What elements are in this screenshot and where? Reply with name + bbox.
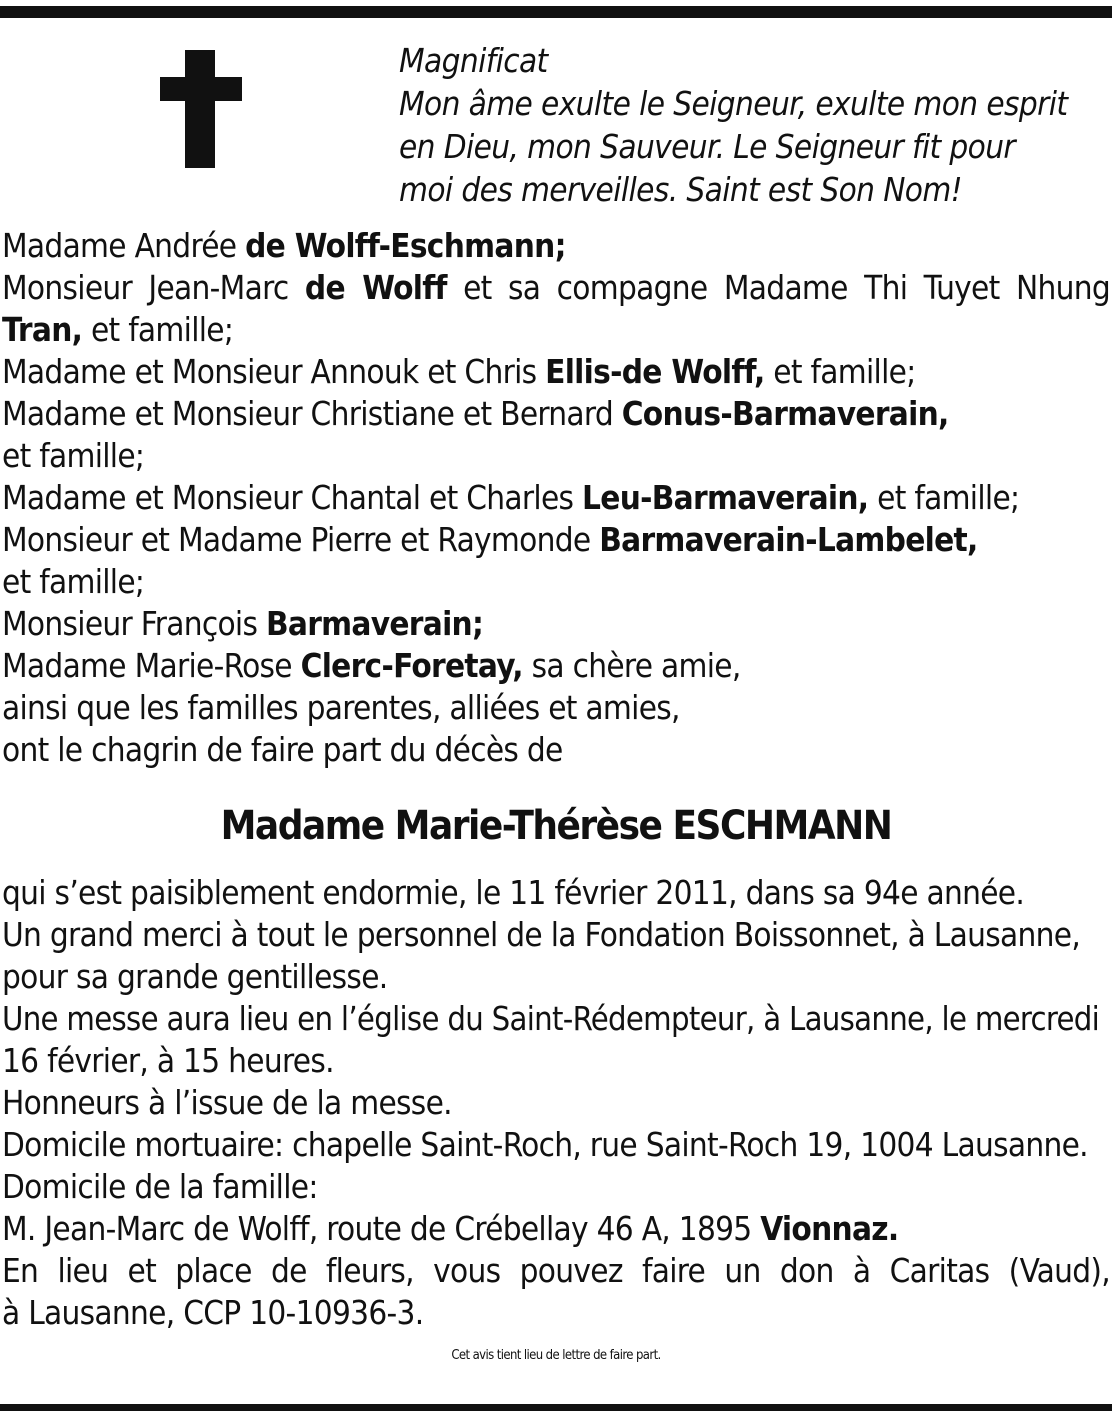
quote-line: Magnificat (399, 41, 548, 80)
family-line: et famille; (2, 562, 145, 601)
body-line: M. Jean-Marc de Wolff, route de Crébellay 46 A, 1895 Vionnaz. (2, 1209, 899, 1248)
top-rule (0, 6, 1112, 18)
cross-icon (160, 50, 242, 168)
body-line: En lieu et place de fleurs, vous pouvez faire un don à Caritas (Vaud), (2, 1251, 1110, 1290)
family-line: Madame et Monsieur Chantal et Charles Leu-Barmaverain, et famille; (2, 478, 1020, 517)
family-line: ont le chagrin de faire part du décès de (2, 730, 563, 769)
family-line: Monsieur et Madame Pierre et Raymonde Barmaverain-Lambelet, (2, 520, 978, 559)
body-line: à Lausanne, CCP 10-10936-3. (2, 1293, 424, 1332)
body-line: Un grand merci à tout le personnel de la Fondation Boissonnet, à Lausanne, (2, 915, 1081, 954)
quote-line: moi des merveilles. Saint est Son Nom! (399, 170, 962, 209)
family-line: Madame Marie-Rose Clerc-Foretay, sa chère amie, (2, 646, 741, 685)
body-line: Une messe aura lieu en l’église du Saint-Rédempteur, à Lausanne, le mercredi (2, 1000, 1100, 1038)
family-line: Tran, et famille; (2, 310, 234, 349)
bottom-rule (0, 1404, 1112, 1411)
family-list (2, 225, 1110, 771)
family-line: Monsieur Jean-Marc de Wolff et sa compagne Madame Thi Tuyet Nhung (2, 268, 1110, 307)
magnificat-quote (399, 39, 1111, 211)
body-line: Honneurs à l’issue de la messe. (2, 1083, 452, 1122)
body-line: Domicile de la famille: (2, 1167, 318, 1206)
family-line: Madame et Monsieur Annouk et Chris Ellis-de Wolff, et famille; (2, 352, 916, 391)
body-line: Domicile mortuaire: chapelle Saint-Roch, rue Saint-Roch 19, 1004 Lausanne. (2, 1125, 1088, 1164)
family-line: Madame et Monsieur Christiane et Bernard Conus-Barmaverain, (2, 394, 949, 433)
quote-line: Mon âme exulte le Seigneur, exulte mon esprit (399, 84, 1068, 123)
body-line: qui s’est paisiblement endormie, le 11 février 2011, dans sa 94e année. (2, 873, 1025, 912)
footer-note: Cet avis tient lieu de lettre de faire part. (451, 1348, 661, 1363)
deceased-name: Madame Marie-Thérèse ESCHMANN (220, 803, 892, 849)
family-line: Madame Andrée de Wolff-Eschmann; (2, 226, 566, 265)
announcement-body (2, 872, 1110, 1334)
family-line: Monsieur François Barmaverain; (2, 604, 484, 643)
family-line: et famille; (2, 436, 145, 475)
body-line: 16 février, à 15 heures. (2, 1041, 334, 1080)
family-line: ainsi que les familles parentes, alliées et amies, (2, 688, 680, 727)
quote-line: en Dieu, mon Sauveur. Le Seigneur fit pour (399, 127, 1016, 166)
body-line: pour sa grande gentillesse. (2, 957, 388, 996)
